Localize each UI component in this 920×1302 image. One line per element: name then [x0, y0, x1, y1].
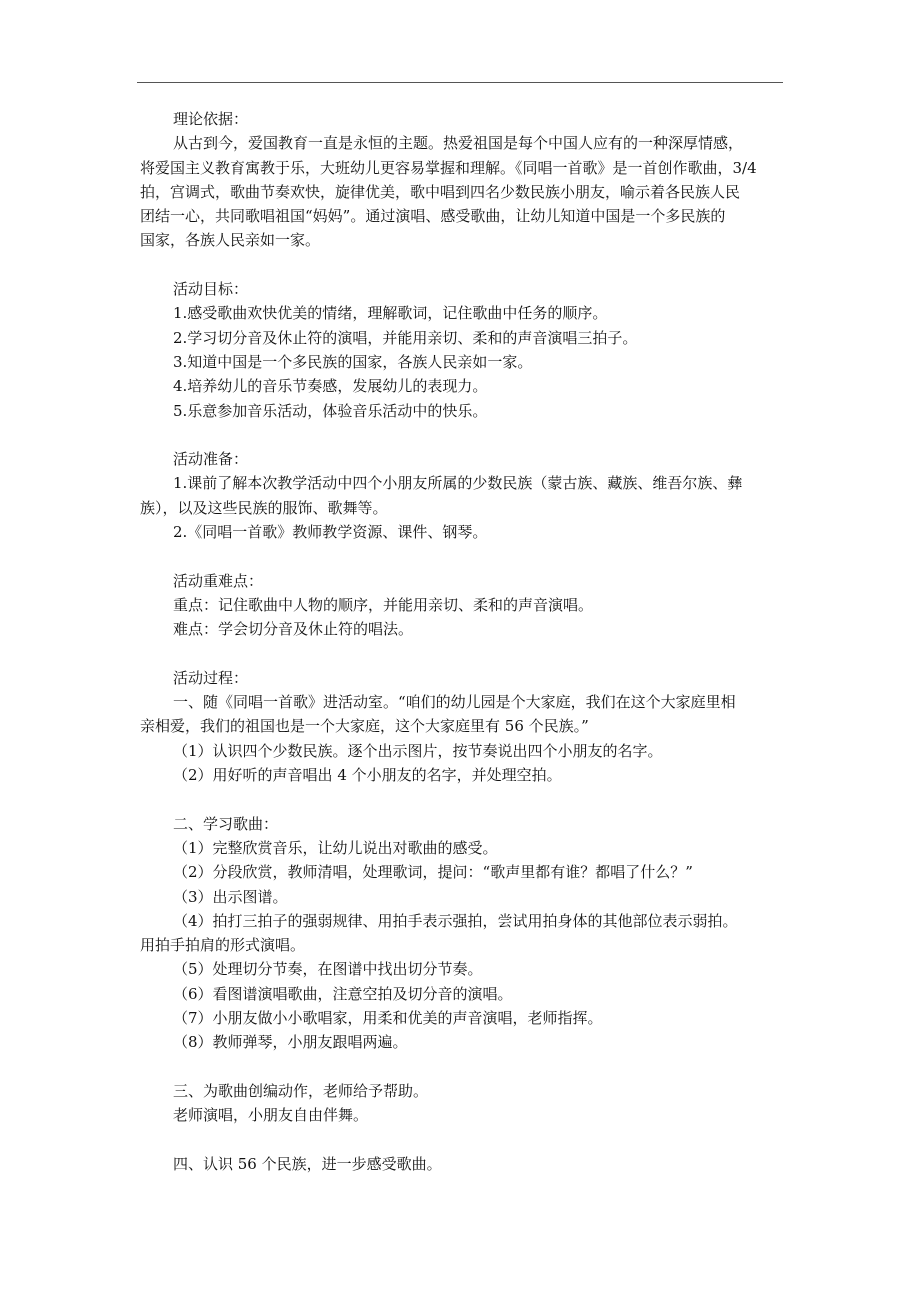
list-item: 2.学习切分音及休止符的演唱，并能用亲切、柔和的声音演唱三拍子。	[173, 328, 638, 347]
blank-line	[140, 787, 784, 811]
header-rule	[137, 82, 783, 83]
step-item: （8）教师弹琴，小朋友跟唱两遍。	[173, 1033, 408, 1052]
document-body	[140, 107, 784, 1176]
blank-line	[140, 544, 784, 568]
section-prep	[140, 447, 784, 544]
section-heading-basis: 理论依据：	[173, 110, 249, 128]
list-item: 3.知道中国是一个多民族的国家，各族人民亲如一家。	[173, 352, 533, 371]
section-heading-prep: 活动准备：	[173, 450, 249, 469]
section-heading-process: 活动过程：	[173, 668, 249, 687]
focus-line: 重点：记住歌曲中人物的顺序，并能用亲切、柔和的声音演唱。	[173, 595, 594, 614]
step-item: （7）小朋友做小小歌唱家，用柔和优美的声音演唱，老师指挥。	[173, 1008, 603, 1027]
step-item: （6）看图谱演唱歌曲，注意空拍及切分音的演唱。	[173, 984, 513, 1003]
blank-line	[140, 253, 784, 277]
step-item: （2）分段欣赏，教师清唱，处理歌词，提问：“歌声里都有谁？都唱了什么？”	[173, 863, 693, 882]
list-item: 2.《同唱一首歌》教师教学资源、课件、钢琴。	[173, 523, 488, 542]
paragraph-line: 拍，宫调式，歌曲节奏欢快，旋律优美，歌中唱到四名少数民族小朋友，喻示着各民族人民	[140, 182, 741, 201]
step-continuation: 亲相爱，我们的祖国也是一个大家庭，这个大家庭里有 56 个民族。”	[140, 717, 589, 736]
step-item: （3）出示图谱。	[173, 887, 288, 906]
step-item: （1）完整欣赏音乐，让幼儿说出对歌曲的感受。	[173, 838, 498, 857]
blank-line	[140, 1127, 784, 1151]
step-item: （5）处理切分节奏，在图谱中找出切分节奏。	[173, 960, 483, 979]
list-item-continuation: 族），以及这些民族的服饰、歌舞等。	[140, 498, 388, 517]
section-basis	[140, 107, 784, 253]
list-item: 1.感受歌曲欢快优美的情绪，理解歌词，记住歌曲中任务的顺序。	[173, 304, 608, 323]
paragraph-line: 从古到今，爱国教育一直是永恒的主题。热爱祖国是每个中国人应有的一种深厚情感，	[173, 134, 744, 153]
step-heading: 四、认识 56 个民族，进一步感受歌曲。	[173, 1154, 442, 1173]
list-item: 4.培养幼儿的音乐节奏感，发展幼儿的表现力。	[173, 377, 488, 396]
step-item: （1）认识四个少数民族。逐个出示图片，按节奏说出四个小朋友的名字。	[173, 741, 663, 760]
section-process	[140, 666, 784, 1176]
step-heading: 二、学习歌曲：	[173, 814, 279, 833]
step-heading: 三、为歌曲创编动作，老师给予帮助。	[173, 1081, 429, 1100]
paragraph-line: 国家，各族人民亲如一家。	[140, 231, 321, 250]
difficulty-line: 难点：学会切分音及休止符的唱法。	[173, 620, 414, 639]
step-item: 老师演唱，小朋友自由伴舞。	[173, 1106, 369, 1125]
step-continuation: 用拍手拍肩的形式演唱。	[140, 936, 306, 955]
section-heading-key: 活动重难点：	[173, 571, 264, 590]
step-item: （2）用好听的声音唱出 4 个小朋友的名字，并处理空拍。	[173, 766, 562, 785]
list-item: 1.课前了解本次教学活动中四个小朋友所属的少数民族（蒙古族、藏族、维吾尔族、彝	[173, 474, 743, 493]
paragraph-line: 团结一心，共同歌唱祖国“妈妈”。通过演唱、感受歌曲，让幼儿知道中国是一个多民族的	[140, 207, 726, 226]
blank-line	[140, 642, 784, 666]
step-item: （4）拍打三拍子的强弱规律、用拍手表示强拍，尝试用拍身体的其他部位表示弱拍。	[173, 911, 738, 930]
section-goals	[140, 277, 784, 423]
section-heading-goals: 活动目标：	[173, 280, 249, 299]
section-key-points	[140, 569, 784, 642]
blank-line	[140, 423, 784, 447]
list-item: 5.乐意参加音乐活动，体验音乐活动中的快乐。	[173, 401, 488, 420]
step-heading: 一、随《同唱一首歌》进活动室。“咱们的幼儿园是个大家庭，我们在这个大家庭里相	[173, 693, 736, 712]
blank-line	[140, 1055, 784, 1079]
paragraph-line: 将爱国主义教育寓教于乐，大班幼儿更容易掌握和理解。《同唱一首歌》是一首创作歌曲，3/4	[140, 158, 757, 177]
